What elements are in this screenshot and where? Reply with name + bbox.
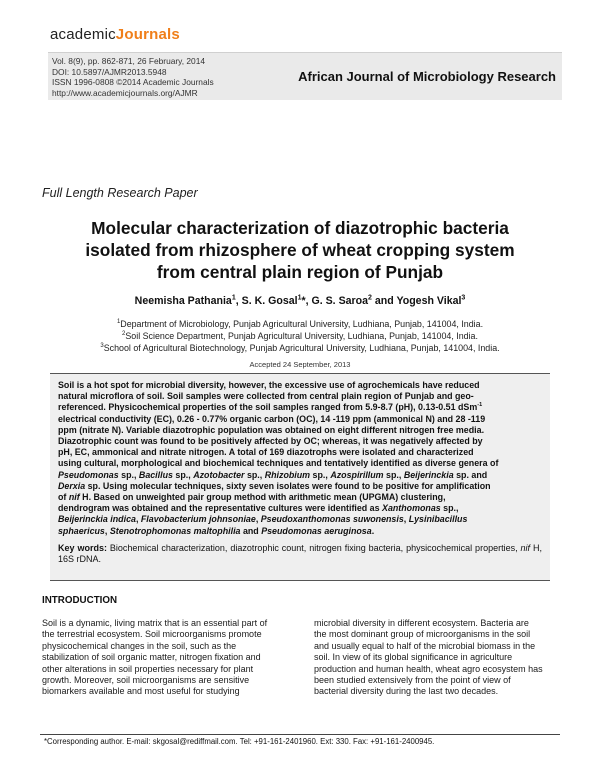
- corresponding-author-footnote: *Corresponding author. E-mail: skgosal@rediffmail.com. Tel: +91-161-2401960. Ext: 330. Fax: +91-161-2400945.: [44, 737, 435, 746]
- abstract-text: H. Based on unweighted pair group method with arithmetic mean (UPGMA) clustering,: [79, 492, 446, 503]
- abstract-line: electrical conductivity (EC), 0.26 - 0.77% organic carbon (OC), 14 -119 ppm (ammonical N) and 28 -119: [58, 413, 486, 424]
- affiliation-text: School of Agricultural Biotechnology, Punjab Agricultural University, Ludhiana, Punjab, 141004, India.: [103, 343, 500, 353]
- affiliation-sup: 1: [116, 319, 121, 326]
- journal-name: African Journal of Microbiology Research: [298, 69, 556, 84]
- abstract-text: sp. and: [453, 469, 488, 480]
- abstract-text: sp.,: [383, 469, 404, 480]
- genus-name: Beijerinckia: [403, 469, 454, 480]
- abstract-text: sp.,: [118, 469, 139, 480]
- issn-line: ISSN 1996-0808 ©2014 Academic Journals: [52, 77, 214, 88]
- abstract-text: dendrogram was obtained and the representative cultures were identified as: [58, 503, 383, 514]
- abstract-line: ppm (nitrate N). Variable diazotrophic population was obtained on eight different nitrogen free media.: [58, 424, 485, 435]
- publisher-logo-part1: academic: [50, 26, 116, 43]
- author-affil-sup: 3: [461, 294, 466, 302]
- body-line: soil. In view of its global significance in agriculture: [314, 652, 513, 663]
- abstract-sup: -1: [477, 402, 483, 409]
- author-affil-sup: 2: [368, 294, 372, 302]
- genus-name: Xanthomonas: [382, 503, 441, 514]
- affiliation-text: Soil Science Department, Punjab Agricultural University, Ludhiana, Punjab, 141004, India.: [125, 331, 478, 341]
- body-line: growth. Moreover, soil microorganisms are sensitive: [42, 675, 250, 686]
- abstract-text: .: [371, 525, 375, 536]
- body-line: the most dominant group of microorganisms in the soil: [314, 629, 531, 640]
- corresponding-mark: *,: [301, 295, 312, 307]
- paper-type: Full Length Research Paper: [42, 186, 198, 200]
- author-separator: and: [371, 295, 397, 307]
- abstract-text: sp. Using molecular techniques, sixty seven isolates were found to be positive for amplification: [85, 480, 491, 491]
- keywords-label: Key words:: [58, 542, 107, 553]
- body-line: physicochemical changes in the soil, such as the: [42, 640, 237, 651]
- paper-title: [40, 217, 560, 283]
- footnote-divider: [40, 734, 560, 735]
- title-line: from central plain region of Punjab: [156, 262, 444, 282]
- species-name: Pseudomonas aeruginosa: [261, 525, 372, 536]
- genus-name: Rhizobium: [264, 469, 311, 480]
- intro-column-left: [42, 618, 296, 698]
- abstract-line: [58, 503, 542, 514]
- abstract-text: sp.,: [310, 469, 331, 480]
- author-list: [40, 295, 560, 307]
- abstract: [58, 380, 542, 537]
- abstract-line: Soil is a hot spot for microbial diversity, however, the excessive use of agrochemicals have reduced: [58, 380, 480, 390]
- volume-info: [52, 56, 214, 98]
- species-name: sphaericus: [58, 525, 105, 536]
- abstract-text: referenced. Physicochemical properties of the soil samples ranged from 5.9-8.7 (pH), 0.13-0.51 dSm: [58, 402, 478, 413]
- keywords-text: H, 16S rDNA.: [58, 542, 542, 565]
- author-separator: ,: [235, 295, 242, 307]
- body-line: other alterations in soil properties necessary for plant: [42, 663, 254, 674]
- species-name: Flavobacterium johnsoniae: [140, 514, 256, 525]
- genus-name: Bacillus: [138, 469, 173, 480]
- body-line: microbial diversity in different ecosystem. Bacteria are: [314, 618, 529, 628]
- affiliation-text: Department of Microbiology, Punjab Agricultural University, Ludhiana, Punjab, 141004, India.: [120, 319, 484, 329]
- affiliation: [40, 330, 560, 342]
- body-line: stabilization of soil organic matter, nitrogen fixation and: [42, 652, 261, 663]
- abstract-line: Diazotrophic count was found to be positively affected by OC; whereas, it was negatively affected by: [58, 436, 483, 447]
- body-line: Soil is a dynamic, living matrix that is an essential part of: [42, 618, 268, 628]
- abstract-line: pH, EC, ammonical and nitrate nitrogen. A total of 169 diazotrophs were isolated and characterized: [58, 447, 474, 458]
- keywords: [58, 543, 542, 566]
- abstract-text: ,: [104, 525, 110, 536]
- abstract-line: [58, 470, 542, 481]
- introduction-heading: INTRODUCTION: [42, 595, 118, 606]
- affiliation-sup: 3: [100, 343, 104, 350]
- affiliation-sup: 2: [122, 331, 126, 338]
- keywords-gene: nif: [520, 542, 531, 553]
- abstract-line: [58, 492, 542, 503]
- genus-name: Azotobacter: [193, 469, 245, 480]
- affiliation: [40, 342, 560, 354]
- title-line: isolated from rhizosphere of wheat cropping system: [85, 240, 515, 260]
- author-name: S. K. Gosal: [241, 295, 298, 307]
- abstract-text: ,: [135, 514, 141, 525]
- abstract-line: [58, 526, 542, 537]
- body-line: and usually equal to half of the microbial biomass in the: [314, 640, 536, 651]
- abstract-line: natural microflora of soil. Soil samples were collected from central plain region of Punjab and geo-: [58, 391, 474, 402]
- author-name: Yogesh Vikal: [396, 295, 462, 307]
- genus-name: Pseudomonas: [58, 469, 119, 480]
- title-line: Molecular characterization of diazotrophic bacteria: [91, 218, 509, 238]
- body-line: been studied extensively from the point of view of: [314, 675, 511, 686]
- accepted-date: Accepted 24 September, 2013: [249, 360, 351, 369]
- doi-line: DOI: 10.5897/AJMR2013.5948: [52, 66, 167, 77]
- species-name: Beijerinckia indica: [58, 514, 136, 525]
- species-name: Lysinibacillus: [408, 514, 468, 525]
- genus-name: Azospirillum: [330, 469, 384, 480]
- author-name: Neemisha Pathania: [134, 295, 232, 307]
- gene-name: nif: [68, 492, 80, 503]
- body-line: the terrestrial ecosystem. Soil microorganisms promote: [42, 629, 262, 640]
- abstract-line: [58, 514, 542, 525]
- abstract-text: sp.,: [172, 469, 194, 480]
- abstract-line: using cultural, morphological and biochemical techniques and tentatively identified as diverse genera of: [58, 458, 499, 469]
- abstract-box: [50, 373, 550, 581]
- author-name: G. S. Saroa: [311, 295, 369, 307]
- species-name: Pseudoxanthomonas suwonensis: [260, 514, 404, 525]
- abstract-text: sp.,: [244, 469, 265, 480]
- volume-line: Vol. 8(9), pp. 862-871, 26 February, 2014: [52, 56, 206, 66]
- journal-url[interactable]: http://www.academicjournals.org/AJMR: [52, 87, 198, 98]
- body-line: biomarkers available and most useful for studying: [42, 686, 240, 697]
- affiliations: [40, 318, 560, 354]
- abstract-text: and: [240, 525, 262, 536]
- abstract-text: ,: [255, 514, 261, 525]
- abstract-text: ,: [403, 514, 409, 525]
- body-line: production and human health, wheat agro ecosystem has: [314, 663, 543, 674]
- abstract-text: of: [58, 492, 69, 503]
- genus-name: Derxia: [58, 480, 86, 491]
- publisher-logo: [50, 26, 180, 43]
- journal-header: [48, 52, 562, 100]
- author-affil-sup: 1: [297, 294, 302, 302]
- keywords-text: Biochemical characterization, diazotrophic count, nitrogen fixing bacteria, physicochemical properties,: [106, 542, 521, 553]
- intro-column-right: [314, 618, 564, 698]
- abstract-line: [58, 481, 542, 492]
- abstract-text: sp.,: [440, 503, 459, 514]
- body-line: bacterial diversity during the last two decades.: [314, 686, 499, 697]
- author-affil-sup: 1: [231, 294, 236, 302]
- abstract-line: [58, 402, 542, 413]
- species-name: Stenotrophomonas maltophilia: [109, 525, 241, 536]
- publisher-logo-part2: Journals: [115, 26, 180, 43]
- affiliation: [40, 318, 560, 330]
